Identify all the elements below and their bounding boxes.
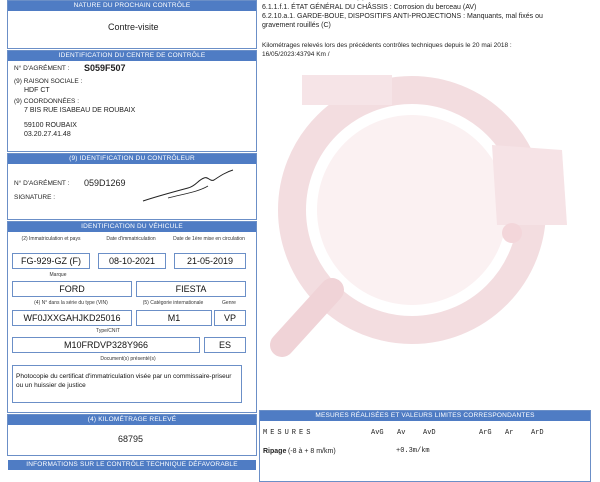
genre-label: Genre xyxy=(222,300,236,306)
km-history-line-2: 16/05/2023:43794 Km / xyxy=(262,51,330,58)
section-header: MESURES RÉALISÉES ET VALEURS LIMITES CORRESPONDANTES xyxy=(260,411,590,421)
controleur-agrement-label: N° D'AGRÉMENT : xyxy=(14,180,70,187)
modele-value: FIESTA xyxy=(136,281,246,297)
prochain-controle-value: Contre-visite xyxy=(108,22,159,32)
col-arg: ArG xyxy=(479,429,492,437)
categorie-label: (5) Catégorie internationale xyxy=(142,300,204,306)
section-header: IDENTIFICATION DU CENTRE DE CONTRÔLE xyxy=(8,51,256,61)
categorie-value: M1 xyxy=(136,310,212,326)
col-av: Av xyxy=(397,429,406,437)
controleur-agrement-value: 059D1269 xyxy=(84,178,126,188)
date-immat-value: 08-10-2021 xyxy=(98,253,166,269)
ripage-value: +0.3m/km xyxy=(396,447,430,455)
section-header: (4) KILOMÉTRAGE RELEVÉ xyxy=(8,415,256,425)
col-avd: AvD xyxy=(423,429,436,437)
section-header: NATURE DU PROCHAIN CONTRÔLE xyxy=(8,1,256,11)
phone-value: 03.20.27.41.48 xyxy=(24,131,71,138)
col-ard: ArD xyxy=(531,429,544,437)
signature-label: SIGNATURE : xyxy=(14,194,56,201)
documents-label: Document(s) présenté(s) xyxy=(100,356,156,362)
date-circ-label: Date de 1ère mise en circulation xyxy=(173,236,245,242)
address-line-1: 7 BIS RUE ISABEAU DE ROUBAIX xyxy=(24,107,136,114)
kilometrage-section xyxy=(7,414,257,456)
date-circ-value: 21-05-2019 xyxy=(174,253,246,269)
col-avg: AvG xyxy=(371,429,384,437)
defauts-line-0 xyxy=(262,0,365,1)
kilometrage-value: 68795 xyxy=(118,434,144,444)
mesures-title: MESURES xyxy=(263,429,314,437)
marque-label: Marque xyxy=(49,272,67,278)
defauts-line-2: 6.2.10.a.1. GARDE-BOUE, DISPOSITIFS ANTI-PROJECTIONS : Manquants, mal fixés ou xyxy=(262,13,543,20)
mesures-section xyxy=(259,410,591,482)
col-ar: Ar xyxy=(505,429,514,437)
genre-value: VP xyxy=(214,310,246,326)
km-history-line-1: Kilométrages relevés lors des précédents contrôles techniques depuis le 20 mai 2018 : xyxy=(262,42,512,49)
centre-agrement-label: N° D'AGRÉMENT : xyxy=(14,65,70,72)
coordonnees-label: (9) COORDONNÉES : xyxy=(14,98,80,105)
immat-value: FG-929-GZ (F) xyxy=(12,253,90,269)
ripage-range: (-8 à + 8 m/km) xyxy=(288,448,336,455)
type-value: M10FRDVP328Y966 xyxy=(12,337,200,353)
documents-value: Photocopie du certificat d'immatriculation visée par un commissaire-priseur ou un huissier de justice xyxy=(12,365,242,403)
date-immat-label: Date d'immatriculation xyxy=(106,236,156,242)
prochain-controle-section xyxy=(7,0,257,49)
centre-agrement-value: S059F507 xyxy=(84,63,126,73)
ripage-label: Ripage xyxy=(263,448,287,455)
raison-sociale-label: (9) RAISON SOCIALE : xyxy=(14,78,83,85)
raison-sociale-value: HDF CT xyxy=(24,87,50,94)
section-header: (9) IDENTIFICATION DU CONTRÔLEUR xyxy=(8,154,256,164)
defauts-line-3: gravement rouillés (C) xyxy=(262,22,331,29)
signature-scribble xyxy=(138,166,238,206)
marque-value: FORD xyxy=(12,281,132,297)
vin-value: WF0JXXGAHJKD25016 xyxy=(12,310,132,326)
type-label: Type/CNIT xyxy=(96,328,120,334)
section-header: IDENTIFICATION DU VÉHICULE xyxy=(8,222,256,232)
centre-section xyxy=(7,50,257,152)
address-line-2: 59100 ROUBAIX xyxy=(24,122,77,129)
infos-header: INFORMATIONS SUR LE CONTRÔLE TECHNIQUE DÉFAVORABLE xyxy=(8,460,256,470)
vin-label: (4) N° dans la série du type (VIN) xyxy=(34,300,108,306)
energie-value: ES xyxy=(204,337,246,353)
vehicule-section xyxy=(7,221,257,413)
immat-label: (2) Immatriculation et pays xyxy=(21,236,81,242)
controleur-section xyxy=(7,153,257,220)
defauts-line-1: 6.1.1.f.1. ÉTAT GÉNÉRAL DU CHÂSSIS : Corrosion du berceau (AV) xyxy=(262,4,477,11)
watermark-emblem xyxy=(262,55,592,385)
